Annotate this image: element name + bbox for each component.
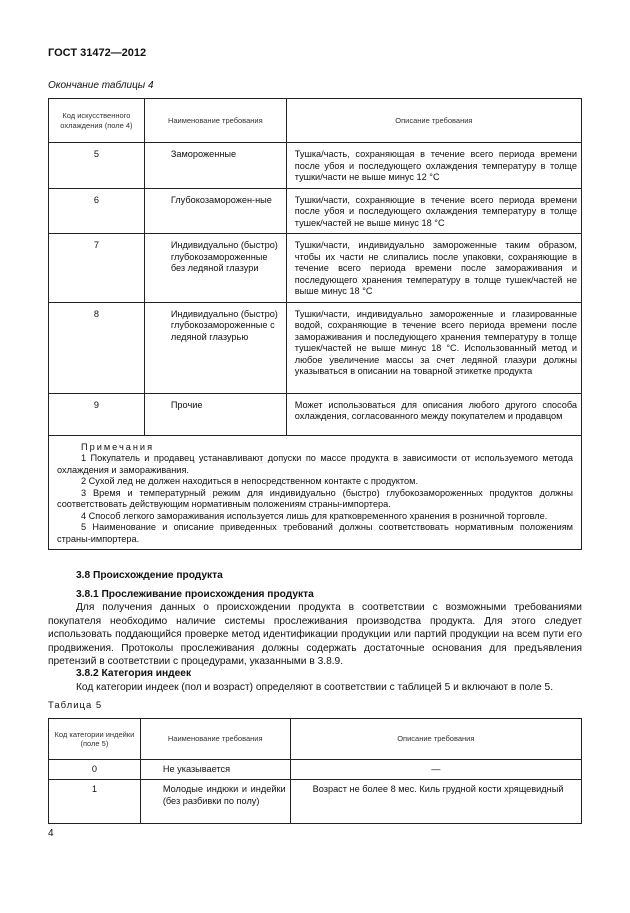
table-5 <box>48 718 582 824</box>
note-item: 2 Сухой лед не должен находиться в непосредственном контакте с продуктом. <box>81 476 418 486</box>
document-header: ГОСТ 31472—2012 <box>48 47 147 59</box>
table-continuation-caption: Окончание таблицы 4 <box>48 80 154 91</box>
description-cell: Может использоваться для описания любого другого способа охлаждения, согласованного между покупателем и продавцом <box>286 393 581 435</box>
name-cell: Индивидуально (быстро) глубокозамороженные без ледяной глазури <box>144 234 286 303</box>
table-row <box>49 393 582 435</box>
page-number: 4 <box>48 828 54 839</box>
notes-cell <box>49 435 582 550</box>
code-cell: 9 <box>49 393 145 435</box>
table-row <box>49 780 582 824</box>
code-cell: 5 <box>49 143 145 189</box>
table-row <box>49 143 582 189</box>
name-cell: Глубокозаморожен-ные <box>144 188 286 234</box>
code-cell: 0 <box>49 760 141 780</box>
subsection-heading: 3.8.1 Прослеживание происхождения продукта <box>76 589 314 600</box>
code-cell: 8 <box>49 302 145 393</box>
description-cell: Возраст не более 8 мес. Киль грудной кости хрящевидный <box>290 780 581 824</box>
table-header-row <box>49 99 582 143</box>
code-cell: 6 <box>49 188 145 234</box>
description-cell: Тушки/части, индивидуально замороженные и глазированные водой, сохраняющие в течение всего периода времени после замораживания и последующего хранения температуру в толще тушек/частей не выше минус 18 °С. Использованный метод и любое увеличение массы за счет ледяной глазури должны указываться в описании на товарной этикетке продукта <box>286 302 581 393</box>
section-heading: 3.8 Происхождение продукта <box>76 570 223 581</box>
table-header-row <box>49 719 582 760</box>
note-item: 1 Покупатель и продавец устанавливают допуски по массе продукта в зависимости от используемого метода охлаждения и замораживания. <box>57 453 573 475</box>
paragraph-382: Код категории индеек (пол и возраст) определяют в соответствии с таблицей 5 и включают в поле 5. <box>76 682 554 693</box>
table-row <box>49 234 582 303</box>
subsection-heading: 3.8.2 Категория индеек <box>76 668 192 679</box>
column-header: Наименование требования <box>144 99 286 143</box>
name-cell: Индивидуально (быстро) глубокозамороженные с ледяной глазурью <box>144 302 286 393</box>
note-item: 4 Способ легкого замораживания используется лишь для кратковременного хранения в розничной торговле. <box>81 510 548 521</box>
code-cell: 1 <box>49 780 141 824</box>
column-header: Код категории индейки (поле 5) <box>49 719 141 760</box>
description-cell: Тушка/часть, сохраняющая в течение всего периода времени после убоя и последующего охлаждения температуру в толще тушки/части не выше минус 12 °С <box>286 143 581 189</box>
column-header: Наименование требования <box>140 719 290 760</box>
name-cell: Прочие <box>144 393 286 435</box>
description-cell: — <box>290 760 581 780</box>
name-cell: Молодые индюки и индейки (без разбивки по полу) <box>140 780 290 824</box>
notes-row <box>49 435 582 550</box>
column-header: Описание требования <box>286 99 581 143</box>
code-cell: 7 <box>49 234 145 303</box>
note-item: 5 Наименование и описание приведенных требований должны соответствовать нормативным положениям страны-импортера. <box>57 522 573 544</box>
name-cell: Не указывается <box>140 760 290 780</box>
paragraph-381: Для получения данных о происхождении продукта в соответствии с возможными требованиями покупателя необходимо наличие системы прослеживания производства продукта. Для этого следует использовать поддающийся проверке метод идентификации продукции или партий продукции на всем пути его продвижения. Протоколы прослеживания должны содержать достаточные основания для предъявления претензий в соответствии с процедурами, указанными в 3.8.9. <box>48 602 582 668</box>
table-5-caption: Таблица 5 <box>48 700 103 711</box>
description-cell: Тушки/части, индивидуально замороженные таким образом, чтобы их части не слипались после упаковки, сохраняющие в течение всего периода времени после замораживания и последующего хранения температуру в толще тушек/частей не выше минус 18 °С <box>286 234 581 303</box>
table-row <box>49 188 582 234</box>
table-row <box>49 760 582 780</box>
table-row <box>49 302 582 393</box>
column-header: Описание требования <box>290 719 581 760</box>
description-cell: Тушки/части, сохраняющие в течение всего периода времени после убоя и последующего охлаждения температуру в толще тушек/частей не выше минус 18 °С <box>286 188 581 234</box>
column-header: Код искусственного охлаждения (поле 4) <box>49 99 145 143</box>
notes-title: Примечания <box>81 441 155 452</box>
name-cell: Замороженные <box>144 143 286 189</box>
note-item: 3 Время и температурный режим для индивидуально (быстро) глубокозамороженных продуктов должны соответствовать действующим нормативным положениям страны-импортера. <box>57 487 573 509</box>
table-4 <box>48 98 582 550</box>
